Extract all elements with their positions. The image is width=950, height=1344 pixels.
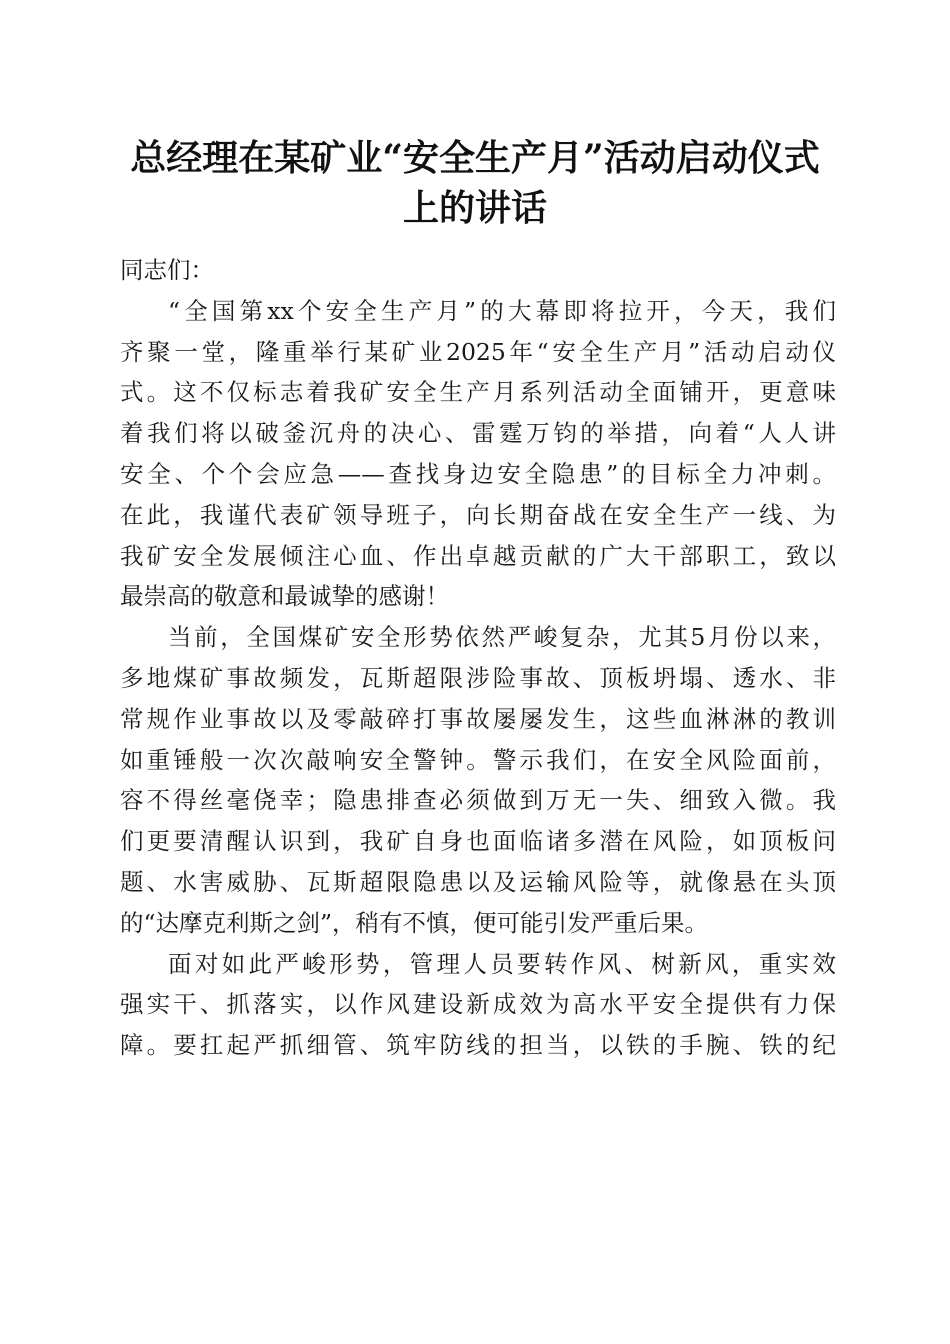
paragraph-line: 容不得丝毫侥幸；隐患排查必须做到万无一失、细致入微。我: [120, 786, 836, 815]
paragraph-2: [120, 617, 836, 943]
paragraph-1: [120, 291, 836, 617]
paragraph-line: 常规作业事故以及零敲碎打事故屡屡发生，这些血淋淋的教训: [120, 704, 836, 733]
paragraph-line: 最崇高的敬意和最诚挚的感谢！: [120, 582, 449, 611]
document-body: [120, 250, 836, 1066]
paragraph-line: 式。这不仅标志着我矿安全生产月系列活动全面铺开，更意味: [120, 378, 836, 407]
paragraph-line: 强实干、抓落实，以作风建设新成效为高水平安全提供有力保: [120, 990, 836, 1019]
paragraph-line: 我矿安全发展倾注心血、作出卓越贡献的广大干部职工，致以: [120, 541, 836, 570]
paragraph-line: 着我们将以破釜沉舟的决心、雷霆万钧的举措，向着“人人讲: [120, 419, 836, 448]
paragraph-line: 面对如此严峻形势，管理人员要转作风、树新风，重实效: [168, 949, 836, 978]
paragraph-line: 如重锤般一次次敲响安全警钟。警示我们，在安全风险面前，: [120, 745, 836, 774]
paragraph-line: 安全、个个会应急——查找身边安全隐患”的目标全力冲刺。: [120, 459, 836, 488]
paragraph-line: 多地煤矿事故频发，瓦斯超限涉险事故、顶板坍塌、透水、非: [120, 663, 836, 692]
title-line-1: 总经理在某矿业“安全生产月”活动启动仪式: [130, 137, 820, 179]
paragraph-line: 齐聚一堂，隆重举行某矿业2025年“安全生产月”活动启动仪: [120, 337, 836, 366]
paragraph-line: 在此，我谨代表矿领导班子，向长期奋战在安全生产一线、为: [120, 500, 836, 529]
paragraph-3: [120, 944, 836, 1066]
document-title: [100, 133, 850, 233]
paragraph-line: 的“达摩克利斯之剑”，稍有不慎，便可能引发严重后果。: [120, 908, 709, 937]
paragraph-line: 障。要扛起严抓细管、筑牢防线的担当，以铁的手腕、铁的纪: [120, 1031, 836, 1060]
salutation: 同志们：: [120, 256, 214, 284]
paragraph-line: 当前，全国煤矿安全形势依然严峻复杂，尤其5月份以来，: [168, 623, 836, 652]
title-line-2: 上的讲话: [402, 187, 547, 229]
paragraph-line: 题、水害威胁、瓦斯超限隐患以及运输风险等，就像悬在头顶: [120, 867, 836, 896]
paragraph-line: “全国第xx个安全生产月”的大幕即将拉开，今天，我们: [168, 296, 836, 325]
paragraph-line: 们更要清醒认识到，我矿自身也面临诸多潜在风险，如顶板问: [120, 827, 836, 856]
